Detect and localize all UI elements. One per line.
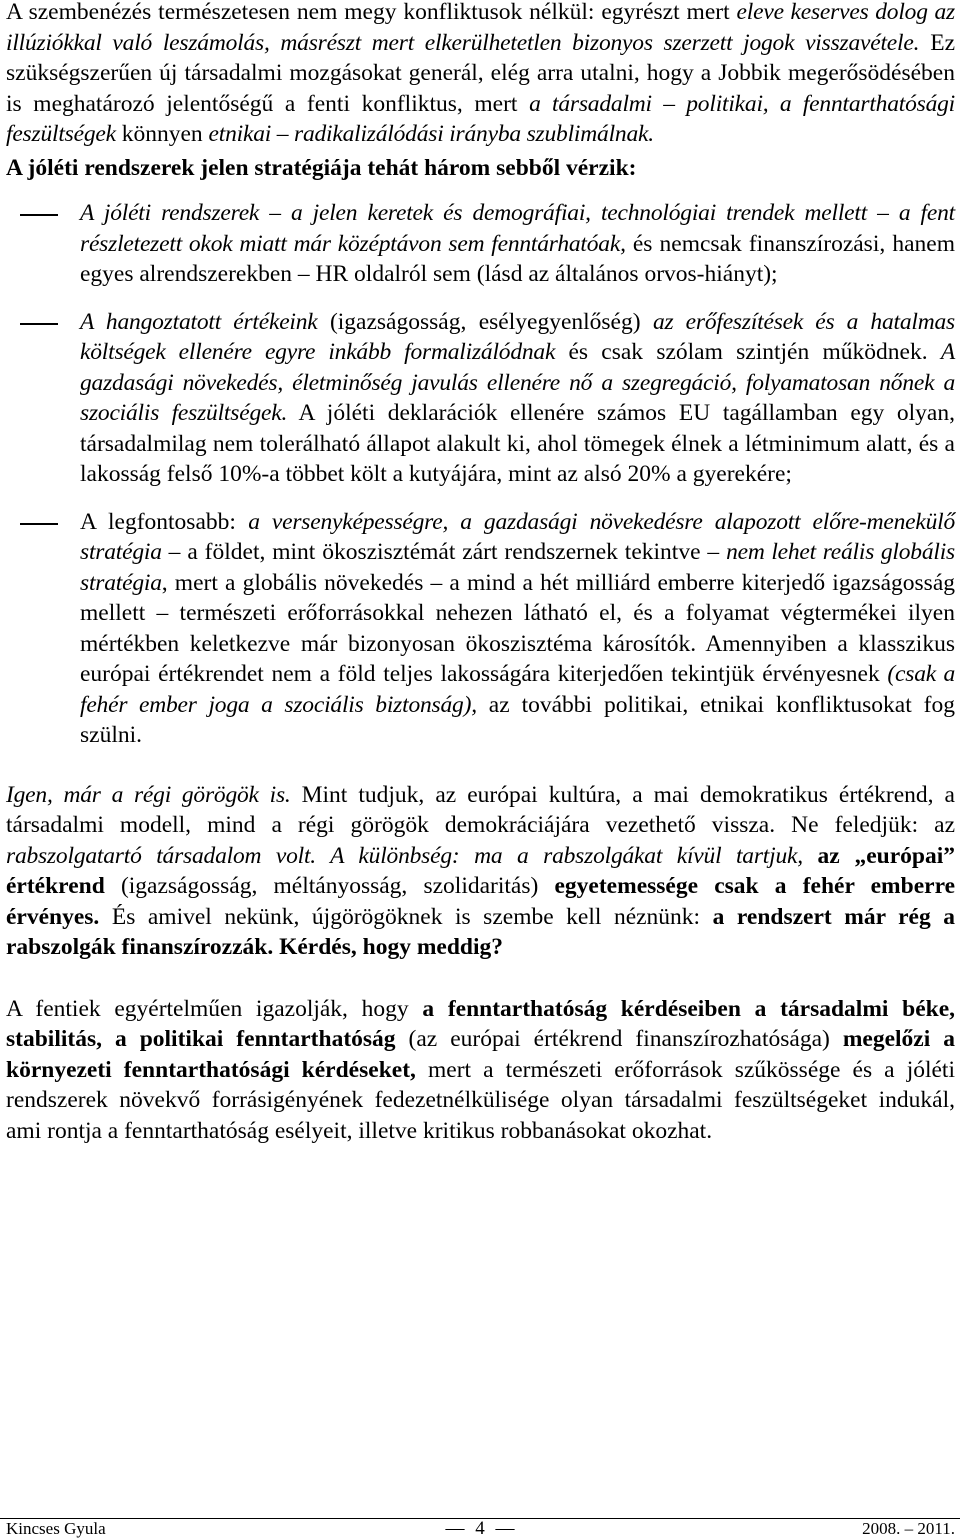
text-run: És amivel nekünk, újgörögöknek is szembe kell néznünk: [99,903,713,930]
paragraph-greeks [6,780,955,963]
italic-text: az erőfeszítések és a hatalmas költségek ellenére egyre inkább formalizálódnak [80,308,956,365]
text-run: Mint tudjuk, az európai kultúra, a mai demokratikus értékrend, a társadalmi modell, mind a régi görögök demokráciájára vezethető vissza. Ne feledjük: az [6,781,955,838]
text-run: az további politikai, etnikai konfliktusokat fog szülni. [80,691,955,748]
list-item-text [80,198,955,290]
list-dash-marker [20,323,58,325]
bold-text: a fenntarthatóság kérdéseiben a társadalmi béke, stabilitás, a politikai fenntarthatóság [6,995,956,1052]
text-run: és nemcsak finanszírozási, hanem egyes alrendszerekben – HR oldalról sem (lásd az általános orvos-hiányt); [80,230,955,287]
paragraph-conclusion [6,994,955,1147]
text-run: A jóléti deklarációk ellenére számos EU tagállamban egy olyan, társadalmilag nem tolerálható állapot alakult ki, ahol tömegek élnek a létminimum alatt, és a lakosság felső 10%-a többet költ a kutyájára, mint az alsó 20% a gyerekére; [80,400,955,487]
document-body [6,0,955,1146]
italic-text: nem lehet reális globális stratégia [80,539,955,596]
footer-dates: 2008. – 2011. [862,1519,955,1538]
list-dash-marker [20,523,58,525]
italic-text: (csak a fehér ember joga a szociális biztonság), [80,661,955,718]
italic-text: A gazdasági növekedés, életminőség javulás ellenére nő a szegregáció, folyamatosan nőnek a szociális feszültségek. [80,339,955,426]
text-run: – a földet, mint ökoszisztémát zárt rendszernek tekintve – [161,539,727,565]
list-item-text [80,307,955,490]
text-run: (az európai értékrend finanszírozhatósága) [395,1026,843,1052]
list-item-sustainability [6,198,955,290]
list-item-strategy [6,507,955,751]
text-run: A fentiek egyértelműen igazolják, hogy [6,995,423,1022]
footer-author: Kincses Gyula [6,1519,106,1538]
italic-text: rabszolgatartó társadalom volt. A különbség: ma a rabszolgákat kívül tartjuk, [6,842,818,869]
italic-text: A jóléti rendszerek – a jelen keretek és demográfiai, technológiai trendek mellett – a fent részletezett okok miatt már középtávon sem fenntárhatóak, [80,200,955,257]
italic-text: a versenyképességre, a gazdasági növekedésre alapozott előre-menekülő stratégia [80,508,956,565]
italic-text: etnikai – radikalizálódási irányba szublimálnak. [208,121,654,147]
bold-text: megelőzi a környezeti fenntarthatósági kérdéseket, [6,1026,955,1083]
footer-page-number: — 4 — [445,1518,515,1539]
text-run: Ez szükségszerűen új társadalmi mozgásokat generál, elég arra utalni, hogy a Jobbik megerősödésében is meghatározó jelentőségű a fenti konfliktus, mert [6,29,955,117]
text-run: A szembenézés természetesen nem megy konfliktusok nélkül: egyrészt mert [6,0,737,25]
bold-text: a rendszert már rég a rabszolgák finanszírozzák. Kérdés, hogy meddig? [6,903,955,960]
text-run: (igazságosság, esélyegyenlőség) [317,308,653,335]
text-run: (igazságosság, méltányosság, szolidaritás) [104,873,555,899]
list-item-values [6,307,955,490]
page-footer [0,1518,960,1539]
bold-text: az „európai” értékrend [6,842,955,899]
text-run: mert a természeti erőforrások szűkössége és a jóléti rendszerek növekvő forrásigényének fedezetnélkülisége olyan társadalmi feszültségeket indukál, ami rontja a fenntarthatóság esélyeit, illetve kritikus robbanásokat okozhat. [6,1056,955,1144]
bold-text: egyetemessége csak a fehér emberre érvényes. [6,873,955,930]
list-dash-marker [20,214,58,216]
list-item-text [80,507,955,751]
italic-text: Igen, már a régi görögök is. [6,781,291,808]
wounds-list [6,198,955,751]
italic-text: a társadalmi – politikai, a fenntarthatósági feszültségek [6,90,955,147]
section-heading: A jóléti rendszerek jelen stratégiája tehát három sebből vérzik: [6,154,637,181]
italic-text: eleve keserves dolog az illúziókkal való leszámolás, másrészt mert elkerülhetetlen bizonyos szerzett jogok visszavétele. [6,0,955,56]
italic-text: A hangoztatott értékeink [80,308,318,335]
paragraph-confrontation [6,0,955,150]
text-run: A legfontosabb: [80,508,249,535]
text-run: és csak szólam szintjén működnek. [555,339,941,365]
text-run: , mert a globális növekedés – a mind a hét milliárd emberre kiterjedő igazságosság mellett – természeti erőforrásokkal nehezen látható el, és a folyamat végtermékei ilyen mértékben keletkezve már bizonyosan ökoszisztéma károsítók. Amennyiben a klasszikus európai értékrendet nem a föld teljes lakosságára kiterjedően tekintjük érvényesnek [80,569,955,687]
text-run: könnyen [115,121,209,147]
